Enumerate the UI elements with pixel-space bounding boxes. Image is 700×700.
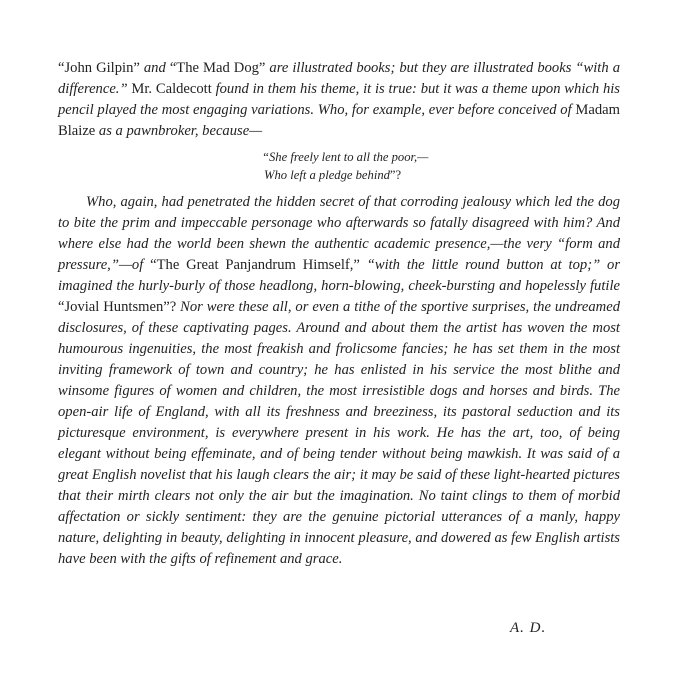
text-segment: are illustrated books; but they are illustrated books “with a difference.” — [58, 60, 620, 97]
text-segment: “with the little round button at top;” or imagined the hurly-burly of those headlong, horn-blowing, cheek-bursting and hopelessly futile — [58, 257, 620, 294]
paragraph-intro — [58, 58, 620, 142]
text-segment: found in them his theme, it is true: but it was a theme upon which his pencil played the most engaging variations. Who, for example, ever before conceived of — [58, 81, 620, 118]
text-segment: “John Gilpin” — [58, 60, 140, 76]
text-segment: Mr. Caldecott — [131, 81, 212, 97]
verse-line-2-wrap — [262, 166, 620, 184]
text-segment: and — [139, 60, 170, 76]
text-segment: “The Great Panjandrum Himself,” — [150, 257, 360, 273]
document-body — [58, 58, 620, 570]
verse-line-2-end: ”? — [389, 168, 402, 182]
verse-line-1: “She freely lent to all the poor,— — [262, 150, 429, 164]
text-segment: Nor were these all, or even a tithe of the sportive surprises, the undreamed disclosures, of these captivating pages. Around and about them the artist has woven the most humourous ingenuities, the most freakish and frolicsome fancies; he has set them in the most inviting framework of town and country; he has enlisted in his service the most blithe and winsome figures of women and children, the most irresistible dogs and horses and birds. The open-air life of England, with all its freshness and breeziness, its pastoral seduction and its picturesque environment, is everywhere present in his work. He has the art, too, of being elegant without being effeminate, and of being tender without being mawkish. It was said of a great English novelist that his laugh clears the air; it may be said of these light-hearted pictures that their mirth clears not only the air but the imagination. No taint clings to them of morbid affectation or sickly sentiment: they are the genuine pictorial utterances of a manly, happy nature, delighting in beauty, delighting in innocent pleasure, and dowered as few English artists have been with the gifts of refinement and grace. — [58, 299, 620, 567]
text-segment: as a pawnbroker, because— — [95, 123, 263, 139]
text-segment: “The Mad Dog” — [169, 60, 266, 76]
text-segment: Madam Blaize — [58, 102, 620, 139]
paragraph-main — [58, 192, 620, 570]
text-segment: “Jovial Huntsmen”? — [58, 299, 177, 315]
text-segment: Who, again, had penetrated the hidden secret of that corroding jealousy which led the dog to bite the prim and impeccable personage who afterwards so fatally disagreed with him? And where else had the world been shewn the authentic academic presence,—the very “form and pressure,”—of — [58, 194, 620, 273]
verse-line-2: Who left a pledge behind — [264, 168, 390, 182]
verse-quote — [58, 148, 620, 184]
signature: A. D. — [510, 620, 547, 636]
